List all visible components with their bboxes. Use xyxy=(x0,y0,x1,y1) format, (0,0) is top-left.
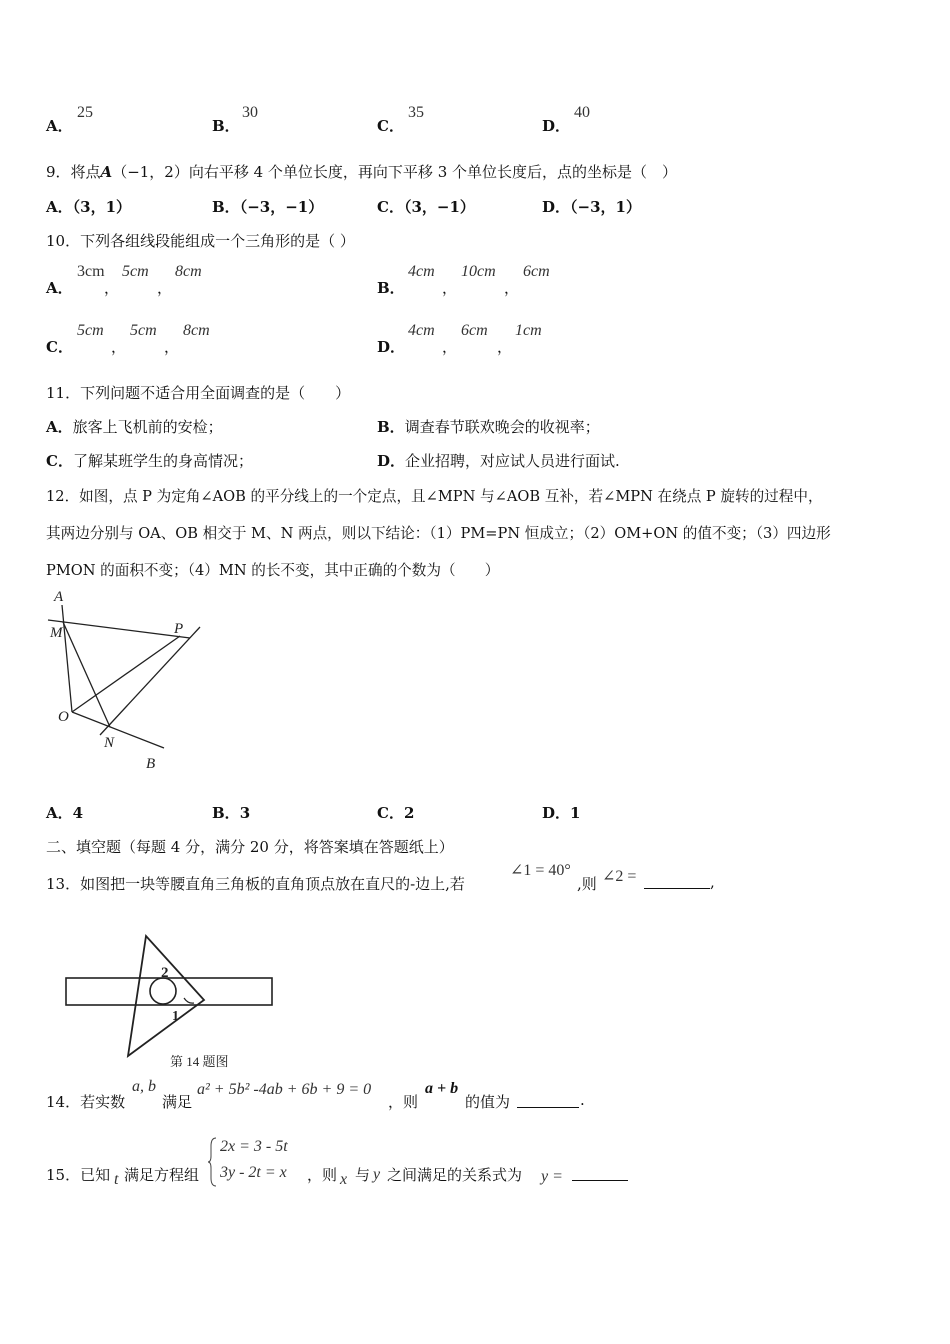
q9-stem-text: （−1，2）向右平移 4 个单位长度，再向下平移 3 个单位长度后，点的坐标是（ ） xyxy=(112,163,678,181)
q15-var-y: y xyxy=(373,1166,381,1183)
q9-option-a xyxy=(46,196,131,217)
q10-option-c-value-2: 5cm xyxy=(130,322,157,339)
q9-option-d xyxy=(542,196,641,217)
q9-option-d-letter: D． xyxy=(542,198,571,216)
q8-option-d-value: 40 xyxy=(574,104,590,121)
q11-option-d xyxy=(377,450,620,471)
q11-stem: 11．下列问题不适合用全面调查的是（ ） xyxy=(46,384,351,402)
q15-answer-prefix: y = xyxy=(541,1168,563,1185)
q11-option-d-text: 企业招聘，对应试人员进行面试. xyxy=(405,452,620,470)
q8-option-b-value: 30 xyxy=(242,104,258,121)
q14-expression: a + b xyxy=(425,1080,459,1097)
q11-option-c-text: 了解某班学生的身高情况； xyxy=(72,452,253,470)
angle-1-arc xyxy=(184,998,194,1003)
q11-option-b-text: 调查春节联欢晚会的收视率； xyxy=(404,418,600,436)
q11-option-b xyxy=(377,416,600,437)
q15-equation-1: 2x = 3 - 5t xyxy=(220,1138,288,1155)
q15-relation: 之间满足的关系式为 xyxy=(387,1166,523,1184)
q11-option-d-letter: D． xyxy=(377,452,406,470)
q10-option-c-letter: C． xyxy=(46,338,73,356)
q10-option-c-sep-2: ， xyxy=(164,338,180,356)
q9-option-a-letter: A． xyxy=(46,198,73,216)
q12-option-d-letter: D． xyxy=(542,804,571,822)
q11-option-c xyxy=(46,450,253,471)
label-n: N xyxy=(104,735,115,751)
q9-option-b xyxy=(212,196,323,217)
q8-option-a-letter: A． xyxy=(46,117,73,135)
segment-mn xyxy=(63,622,110,727)
q12-option-a-value: 4 xyxy=(72,804,84,822)
q9-option-b-value: （−3，−1） xyxy=(239,198,324,216)
q11-option-a-text: 旅客上飞机前的安检； xyxy=(72,418,223,436)
section-2-title: 二、填空题（每题 4 分，满分 20 分，将答案填在答题纸上） xyxy=(46,838,454,856)
q13-answer-blank[interactable] xyxy=(644,874,710,889)
q13-target: ∠2 = xyxy=(602,868,637,885)
label-p: P xyxy=(174,621,184,637)
q12-option-d xyxy=(542,802,580,823)
q10-option-c-value-1: 5cm xyxy=(77,322,104,339)
q12-line-2: 其两边分别与 OA、OB 相交于 M、N 两点，则以下结论：（1）PM=PN 恒成立；（2）OM+ON 的值不变；（3）四边形 xyxy=(46,525,831,542)
label-a: A xyxy=(54,589,64,605)
q9-option-c xyxy=(377,196,475,217)
q12-option-c xyxy=(377,802,414,823)
q13-then: ,则 xyxy=(577,875,597,893)
q12-figure xyxy=(40,585,215,775)
label-m: M xyxy=(50,625,63,641)
q11-option-a xyxy=(46,416,223,437)
q8-option-a-value: 25 xyxy=(77,104,93,121)
q14-end: . xyxy=(580,1091,585,1109)
q13-condition: ∠1 = 40° xyxy=(510,862,571,879)
q14-answer-blank[interactable] xyxy=(517,1093,579,1108)
q10-option-b-sep-1: ， xyxy=(442,279,458,297)
q10-option-b-sep-2: ， xyxy=(504,279,520,297)
q12-option-c-value: 2 xyxy=(403,804,415,822)
q11-option-c-letter: C． xyxy=(46,452,73,470)
q10-option-b-value-2: 10cm xyxy=(461,263,496,280)
q10-option-a-letter: A． xyxy=(46,279,73,297)
label-b: B xyxy=(146,756,156,772)
q10-option-b-letter: B． xyxy=(377,279,405,297)
q12-option-a xyxy=(46,802,83,823)
set-square xyxy=(128,936,204,1056)
q15-equation-2: 3y - 2t = x xyxy=(220,1164,287,1181)
q15-var-x: x xyxy=(340,1171,348,1188)
q14-vars: a, b xyxy=(132,1078,156,1095)
q15-stem: 15．已知 xyxy=(46,1166,111,1184)
q9-option-c-value: （3，−1） xyxy=(403,198,475,216)
q12-option-b-letter: B． xyxy=(212,804,240,822)
q10-option-d-value-1: 4cm xyxy=(408,322,435,339)
q15-and: 与 xyxy=(355,1166,371,1184)
q10-option-c-value-3: 8cm xyxy=(183,322,210,339)
angle-1-label: 1 xyxy=(172,1009,179,1024)
figure-caption: 第 14 题图 xyxy=(170,1054,229,1069)
q10-option-d-sep-2: ， xyxy=(497,338,513,356)
q9-option-c-letter: C． xyxy=(377,198,404,216)
q13-end: , xyxy=(710,873,715,891)
q8-option-c-letter: C． xyxy=(377,117,404,135)
segment-op xyxy=(72,636,180,712)
q12-option-a-letter: A． xyxy=(46,804,73,822)
q9-stem xyxy=(46,161,677,182)
q10-option-a-sep-2: ， xyxy=(157,279,173,297)
q10-option-a-value-1: 3cm xyxy=(77,263,105,280)
q12-line-3: PMON 的面积不变；（4）MN 的长不变，其中正确的个数为（ ） xyxy=(46,562,500,579)
q10-stem: 10．下列各组线段能组成一个三角形的是（ ） xyxy=(46,232,355,250)
q9-option-d-value: （−3，1） xyxy=(570,198,641,216)
q10-option-a-sep-1: ， xyxy=(104,279,120,297)
q12-option-d-value: 1 xyxy=(570,804,581,822)
q14-equation: a² + 5b² -4ab + 6b + 9 = 0 xyxy=(197,1081,372,1098)
q8-option-c-value: 35 xyxy=(408,104,424,121)
q14-then: ，则 xyxy=(388,1093,419,1111)
q10-option-d-sep-1: ， xyxy=(442,338,458,356)
q12-option-c-letter: C． xyxy=(377,804,404,822)
q11-option-a-letter: A． xyxy=(46,418,73,436)
ruler xyxy=(66,978,272,1005)
angle-2-label: 2 xyxy=(161,965,169,981)
q11-option-b-letter: B． xyxy=(377,418,405,436)
set-square-hole xyxy=(150,978,176,1004)
q12-option-b-value: 3 xyxy=(239,804,251,822)
q8-option-d-letter: D． xyxy=(542,117,571,135)
q8-option-b-letter: B． xyxy=(212,117,240,135)
q15-then: ，则 xyxy=(307,1166,338,1184)
q10-option-d-letter: D． xyxy=(377,338,406,356)
q13-figure xyxy=(60,930,280,1069)
q15-satisfy: 满足方程组 xyxy=(124,1166,200,1184)
q14-stem: 14．若实数 xyxy=(46,1093,126,1111)
q10-option-a-value-3: 8cm xyxy=(175,263,202,280)
q9-option-a-value: （3，1） xyxy=(72,198,132,216)
q14-tail: 的值为 xyxy=(465,1093,511,1111)
q10-option-b-value-3: 6cm xyxy=(523,263,550,280)
q12-option-b xyxy=(212,802,250,823)
q10-option-d-value-3: 1cm xyxy=(515,322,542,339)
q13-stem: 13．如图把一块等腰直角三角板的直角顶点放在直尺的-边上,若 xyxy=(46,875,465,893)
q9-option-b-letter: B． xyxy=(212,198,240,216)
q15-answer-blank[interactable] xyxy=(572,1166,628,1181)
q10-option-a-value-2: 5cm xyxy=(122,263,149,280)
q9-stem-number: 9．将点 xyxy=(46,163,101,181)
q10-option-b-value-1: 4cm xyxy=(408,263,435,280)
q10-option-d-value-2: 6cm xyxy=(461,322,488,339)
q10-option-c-sep-1: ， xyxy=(111,338,127,356)
q9-point-label: A xyxy=(100,163,113,181)
q14-satisfy: 满足 xyxy=(162,1093,193,1111)
ray-ob xyxy=(72,712,164,748)
q15-var-t: t xyxy=(114,1171,119,1188)
ray-oa xyxy=(62,605,72,712)
q15-brace xyxy=(208,1136,218,1188)
label-o: O xyxy=(58,709,69,725)
q12-line-1: 12．如图，点 P 为定角∠AOB 的平分线上的一个定点，且∠MPN 与∠AOB 互补，若∠MPN 在绕点 P 旋转的过程中， xyxy=(46,488,823,505)
